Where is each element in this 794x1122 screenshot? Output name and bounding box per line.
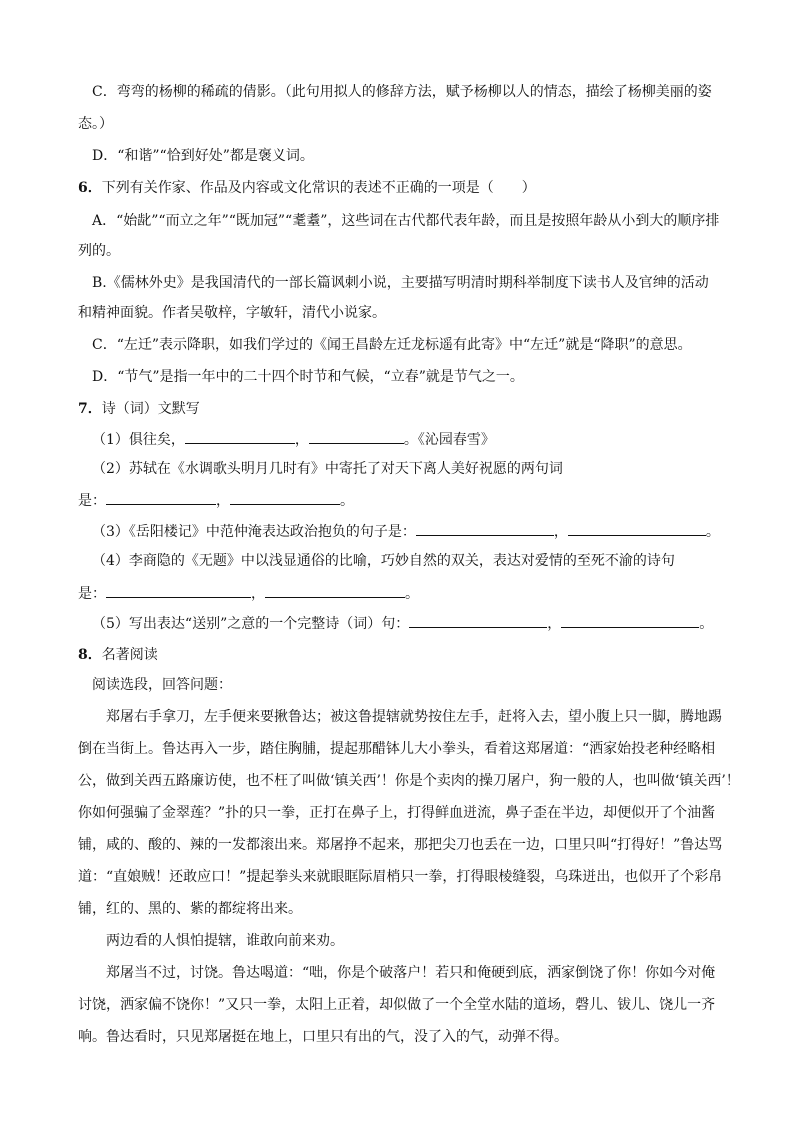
q6-option-d: D．“节气”是指一年中的二十四个时节和气候，“立春”就是节气之一。 bbox=[92, 369, 524, 385]
q6-option-c: C．“左迁”表示降职，如我们学过的《闻王昌龄左迁龙标遥有此寄》中“左迁”就是“降职”的意思。 bbox=[92, 337, 692, 353]
q7-item-5 bbox=[92, 615, 713, 632]
passage-para3-line1: 郑屠当不过，讨饶。鲁达喝道：“咄，你是个破落户！若只和俺硬到底，洒家倒饶了你！你如今对俺 bbox=[106, 965, 716, 981]
passage-para1-line3: 公，做到关西五路廉访使，也不枉了叫做‘镇关西’！你是个卖肉的操刀屠户，狗一般的人，也叫做‘镇关西’！ bbox=[78, 773, 740, 789]
answer-prefix: 是： bbox=[78, 586, 106, 602]
option-c-line1: C．弯弯的杨柳的稀疏的倩影。（此句用拟人的修辞方法，赋予杨柳以人的情态，描绘了杨柳美丽的姿 bbox=[92, 84, 712, 100]
period: 。 bbox=[699, 616, 714, 632]
passage-para3-line2: 讨饶，洒家偏不饶你！”又只一拳，太阳上正着，却似做了一个全堂水陆的道场，磬儿、钹儿、饶儿一齐 bbox=[78, 997, 716, 1013]
passage-para1-line4: 你如何强骗了金翠莲？”扑的只一拳，正打在鼻子上，打得鲜血迸流，鼻子歪在半边，却便似开了个油酱 bbox=[78, 805, 716, 821]
q7-blank-2a[interactable] bbox=[106, 492, 216, 505]
question-7-text: 诗（词）文默写 bbox=[101, 401, 200, 417]
q7-item-4: （4）李商隐的《无题》中以浅显通俗的比喻，巧妙自然的双关，表达对爱情的至死不渝的诗句 bbox=[92, 553, 675, 569]
q7-blank-3a[interactable] bbox=[416, 523, 554, 536]
q7-item-2-answer bbox=[78, 492, 354, 509]
period: 。 bbox=[705, 524, 720, 540]
q7-blank-1a[interactable] bbox=[185, 431, 295, 444]
q6-option-a-line2: 列的。 bbox=[78, 243, 120, 259]
question-6-text: 下列有关作家、作品及内容或文化常识的表述不正确的一项是（ ） bbox=[101, 180, 536, 196]
comma: ， bbox=[216, 493, 230, 509]
q7-item-1 bbox=[92, 431, 495, 448]
period: 。 bbox=[340, 493, 354, 509]
q7-item-3 bbox=[92, 523, 720, 540]
question-6-number: 6． bbox=[78, 180, 102, 196]
q8-instruction: 阅读选段，回答问题： bbox=[92, 677, 232, 693]
q6-option-a-line1: A．“始龀”“而立之年”“既加冠”“耄耋”，这些词在古代都代表年龄，而且是按照年龄从小到大的顺序排 bbox=[92, 213, 720, 229]
comma: ， bbox=[547, 616, 562, 632]
question-8-number: 8． bbox=[78, 647, 102, 663]
option-d: D．“和谐”“恰到好处”都是褒义词。 bbox=[92, 148, 314, 164]
q7-item-1-source: 。《沁园春雪》 bbox=[403, 432, 495, 448]
q7-blank-1b[interactable] bbox=[309, 431, 404, 444]
question-7-number: 7． bbox=[78, 401, 102, 417]
passage-para2: 两边看的人惧怕提辖，谁敢向前来劝。 bbox=[106, 933, 344, 949]
passage-para1-line1: 郑屠右手拿刀，左手便来要揪鲁达；被这鲁提辖就势按住左手，赶将入去，望小腹上只一脚，腾地踢 bbox=[106, 709, 722, 725]
answer-prefix: 是： bbox=[78, 493, 106, 509]
passage-para1-line7: 铺，红的、黑的、紫的都绽将出来。 bbox=[78, 901, 302, 917]
passage-para3-line3: 响。鲁达看时，只见郑屠挺在地上，口里只有出的气，没了入的气，动弹不得。 bbox=[78, 1029, 568, 1045]
q7-blank-4a[interactable] bbox=[106, 585, 251, 598]
q7-item-4-answer bbox=[78, 585, 419, 602]
q7-blank-2b[interactable] bbox=[230, 492, 340, 505]
question-8 bbox=[78, 647, 158, 663]
q7-item-2: （2）苏轼在《水调歌头明月几时有》中寄托了对天下离人美好祝愿的两句词 bbox=[92, 461, 563, 477]
q7-item-5-prompt: （5）写出表达“送别”之意的一个完整诗（词）句： bbox=[92, 616, 410, 632]
passage-para1-line6: 道：“直娘贼！还敢应口！”提起拳头来就眼眶际眉梢只一拳，打得眼棱缝裂，乌珠迸出，也似开了个彩帛 bbox=[78, 869, 723, 885]
option-c-line2: 态。） bbox=[78, 116, 113, 132]
comma: ， bbox=[553, 524, 568, 540]
comma: ， bbox=[294, 432, 309, 448]
question-8-text: 名著阅读 bbox=[101, 647, 158, 663]
comma: ， bbox=[251, 586, 265, 602]
passage-para1-line2: 倒在当街上。鲁达再入一步，踏住胸脯，提起那醋钵儿大小拳头，看着这郑屠道：“洒家始投老种经略相 bbox=[78, 741, 716, 757]
q6-option-b-line1: B.《儒林外史》是我国清代的一部长篇讽刺小说，主要描写明清时期科举制度下读书人及官绅的活动 bbox=[92, 275, 709, 291]
passage-para1-line5: 铺，咸的、酸的、辣的一发都滚出来。郑屠挣不起来，那把尖刀也丢在一边，口里只叫“打得好！”鲁达骂 bbox=[78, 837, 723, 853]
q7-blank-4b[interactable] bbox=[265, 585, 405, 598]
question-7 bbox=[78, 401, 200, 417]
q7-item-3-prompt: （3）《岳阳楼记》中范仲淹表达政治抱负的句子是： bbox=[92, 524, 416, 540]
q7-item-1-prompt: （1）俱往矣， bbox=[92, 432, 185, 448]
question-6 bbox=[78, 180, 536, 196]
q7-blank-3b[interactable] bbox=[568, 523, 706, 536]
q7-blank-5a[interactable] bbox=[409, 615, 547, 628]
q6-option-b-line2: 和精神面貌。作者吴敬梓，字敏轩，清代小说家。 bbox=[78, 305, 386, 321]
q7-blank-5b[interactable] bbox=[561, 615, 699, 628]
period: 。 bbox=[405, 586, 419, 602]
